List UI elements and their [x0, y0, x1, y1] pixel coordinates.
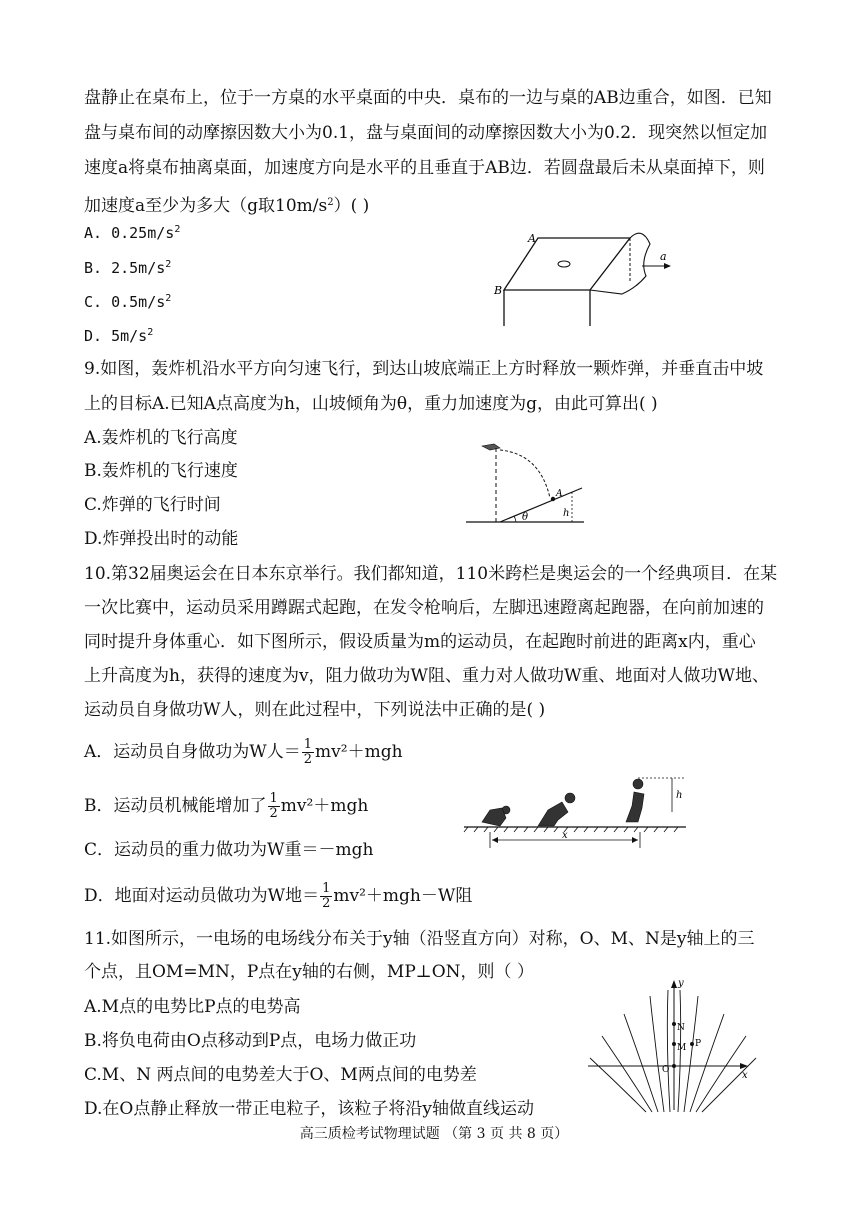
q11-line-2: 个点，且OM=MN，P点在y轴的右侧，MP⊥ON，则（ ） — [84, 962, 534, 982]
q8-line-3: 速度a将桌布抽离桌面，加速度方向是水平的且垂直于AB边．若圆盘最后未从桌面掉下，则 — [84, 158, 765, 178]
q10-option-b: B．运动员机械能增加了 $\frac{1}{2}$ mv²＋mgh — [84, 791, 369, 821]
q8-line-4: 加速度a至少为多大（g取$10m/s^2$）( ) — [84, 196, 370, 216]
q8-line-2: 盘与桌布间的动摩擦因数大小为0.1，盘与桌面间的动摩擦因数大小为0.2．现突然以恒定加 — [84, 123, 768, 143]
q9-line-1: 9.如图，轰炸机沿水平方向匀速飞行，到达山坡底端正上方时释放一颗炸弹，并垂直击中坡 — [84, 359, 764, 379]
page-footer: 高三质检考试物理试题 （第 3 页 共 8 页） — [299, 1126, 569, 1142]
table-cloth-figure — [490, 222, 690, 330]
label-o: O — [662, 1065, 670, 1075]
label-y: y — [678, 978, 684, 989]
plane-icon — [482, 444, 500, 450]
runner-mid-icon — [538, 793, 575, 826]
q11-option-b: B.将负电荷由O点移动到P点，电场力做正功 — [84, 1031, 417, 1051]
q10-option-c: C．运动员的重力做功为W重＝－mgh — [84, 840, 374, 860]
q11-line-1: 11.如图所示，一电场的电场线分布关于y轴（沿竖直方向）对称，O、M、N是y轴上的三 — [84, 929, 755, 949]
label-n: N — [677, 1023, 685, 1033]
runner-crouch-icon — [482, 806, 510, 826]
label-accel: a — [660, 250, 667, 263]
q10-line-3: 同时提升身体重心．如下图所示，假设质量为m的运动员，在起跑时前进的距离x内，重心 — [84, 632, 756, 652]
q8-line-1: 盘静止在桌布上，位于一方桌的水平桌面的中央．桌布的一边与桌的AB边重合，如图．已知 — [84, 88, 772, 108]
q8-option-b: B. $2.5m/s^2$ — [84, 259, 172, 277]
label-x: x — [562, 830, 568, 841]
q8-option-a: A. $0.25m/s^2$ — [84, 224, 181, 242]
sprinter-figure — [462, 770, 690, 850]
label-a: A — [528, 232, 536, 245]
label-x: x — [742, 1070, 748, 1081]
label-h: h — [676, 790, 683, 801]
label-b: B — [494, 284, 503, 297]
q9-option-a: A.轰炸机的飞行高度 — [84, 428, 238, 448]
bomber-slope-figure — [460, 436, 590, 530]
q11-option-c: C.M、N 两点间的电势差大于O、M两点间的电势差 — [84, 1065, 477, 1085]
q10-line-1: 10.第32届奥运会在日本东京举行。我们都知道，110米跨栏是奥运会的一个经典项目．在某 — [84, 564, 778, 584]
q11-option-d: D.在O点静止释放一带正电粒子，该粒子将沿y轴做直线运动 — [84, 1099, 534, 1119]
q9-option-c: C.炸弹的飞行时间 — [84, 495, 221, 515]
q10-line-5: 运动员自身做功W人，则在此过程中，下列说法中正确的是( ) — [84, 700, 546, 720]
q10-option-a: A．运动员自身做功为W人＝ $\frac{1}{2}$ mv²＋mgh — [84, 737, 403, 767]
q9-line-2: 上的目标A.已知A点高度为h，山坡倾角为θ，重力加速度为g，由此可算出( ) — [84, 394, 658, 414]
q8-option-c: C. $0.5m/s^2$ — [84, 293, 172, 311]
label-h: h — [563, 508, 570, 519]
label-m: M — [677, 1043, 687, 1053]
label-target-a: A — [556, 489, 563, 499]
q9-option-b: B.轰炸机的飞行速度 — [84, 461, 238, 481]
label-p: P — [695, 1039, 702, 1049]
q8-option-d: D. $5m/s^2$ — [84, 327, 154, 345]
q9-option-d: D.炸弹投出时的动能 — [84, 529, 239, 549]
q11-option-a: A.M点的电势比P点的电势高 — [84, 997, 301, 1017]
electric-field-figure — [584, 974, 760, 1116]
q10-line-4: 上升高度为h，获得的速度为v，阻力做功为W阻、重力对人做功W重、地面对人做功W地、 — [84, 666, 769, 686]
q10-option-d: D．地面对运动员做功为W地＝ $\frac{1}{2}$ mv²＋mgh－W阻 — [84, 881, 473, 911]
q10-line-2: 一次比赛中，运动员采用蹲踞式起跑，在发令枪响后，左脚迅速蹬离起跑器，在向前加速的 — [84, 598, 764, 618]
label-theta: θ — [522, 512, 529, 523]
runner-upright-icon — [626, 779, 644, 822]
